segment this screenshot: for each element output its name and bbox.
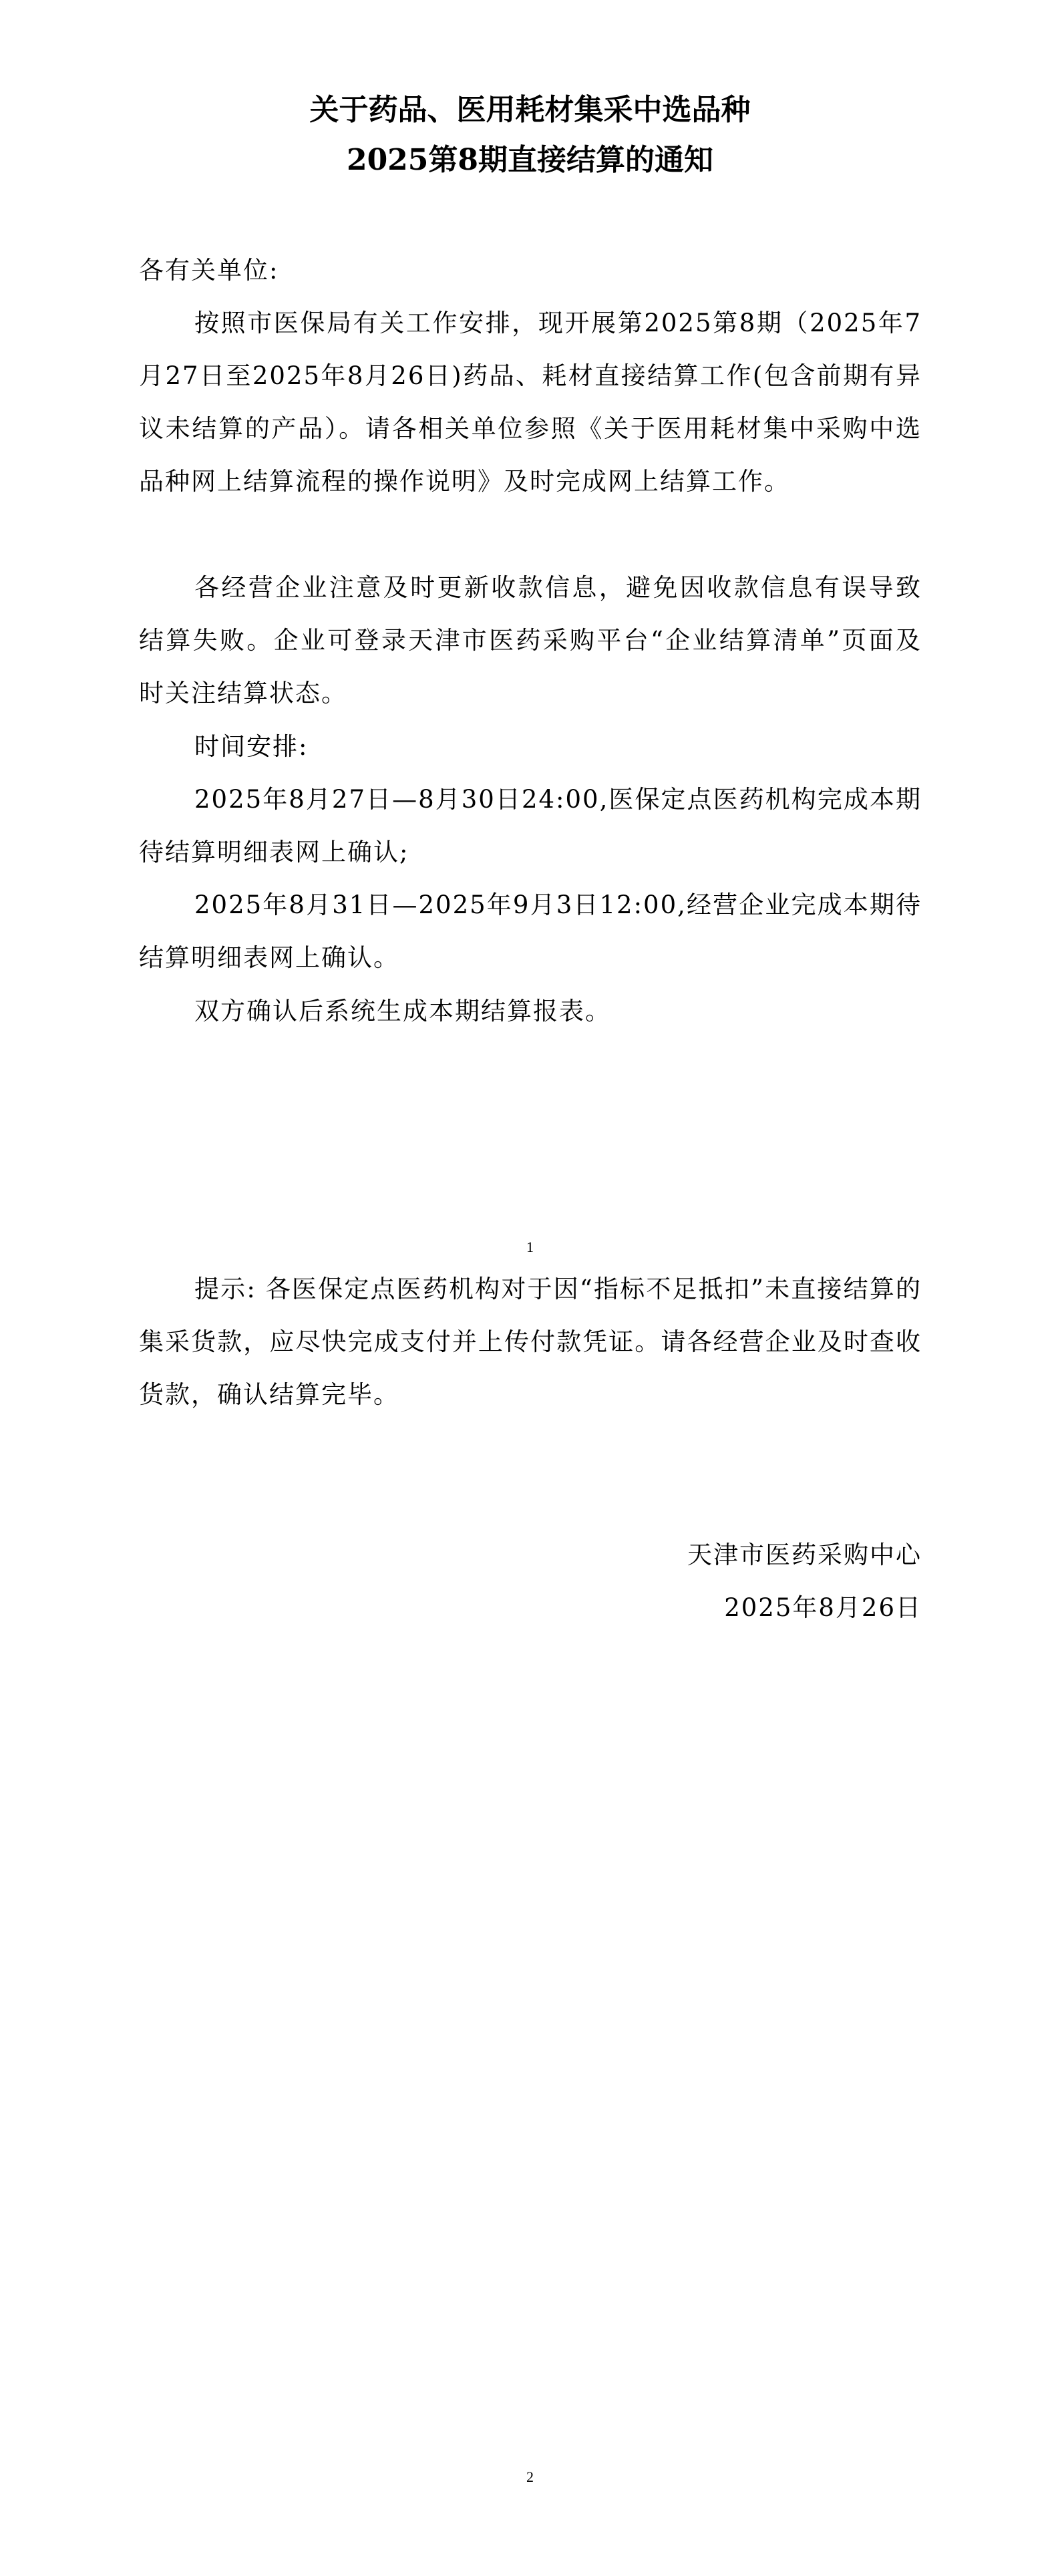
closing-note: 双方确认后系统生成本期结算报表。 xyxy=(194,997,611,1025)
issue-date: 2025年8月26日 xyxy=(724,1593,922,1622)
issuer-name: 天津市医药采购中心 xyxy=(687,1541,922,1569)
page-number-1: 1 xyxy=(526,1239,534,1255)
schedule-item-enterprises: 2025年8月31日—2025年9月3日12:00,经营企业完成本期待结算明细表网上确认。 xyxy=(139,891,922,972)
reminder-paragraph: 提示: 各医保定点医药机构对于因“指标不足抵扣”未直接结算的集采货款，应尽快完成支付并上传付款凭证。请各经营企业及时查收货款，确认结算完毕。 xyxy=(139,1275,922,1409)
document-title-line2: 2025第8期直接结算的通知 xyxy=(346,143,714,177)
paragraph-work-arrangement: 按照市医保局有关工作安排，现开展第2025第8期（2025年7月27日至2025年8月26日)药品、耗材直接结算工作(包含前期有异议未结算的产品）。请各相关单位参照《关于医用耗材集中采购中选品种网上结算流程的操作说明》及时完成网上结算工作。 xyxy=(139,309,922,496)
schedule-item-medical-institutions: 2025年8月27日—8月30日24:00,医保定点医药机构完成本期待结算明细表网上确认; xyxy=(139,785,922,866)
paragraph-payment-info: 各经营企业注意及时更新收款信息，避免因收款信息有误导致结算失败。企业可登录天津市医药采购平台“企业结算清单”页面及时关注结算状态。 xyxy=(139,573,922,707)
page-number-2: 2 xyxy=(526,2468,534,2485)
salutation: 各有关单位: xyxy=(139,256,279,285)
document-title-line1: 关于药品、医用耗材集采中选品种 xyxy=(309,93,751,127)
schedule-heading: 时间安排: xyxy=(194,732,309,761)
